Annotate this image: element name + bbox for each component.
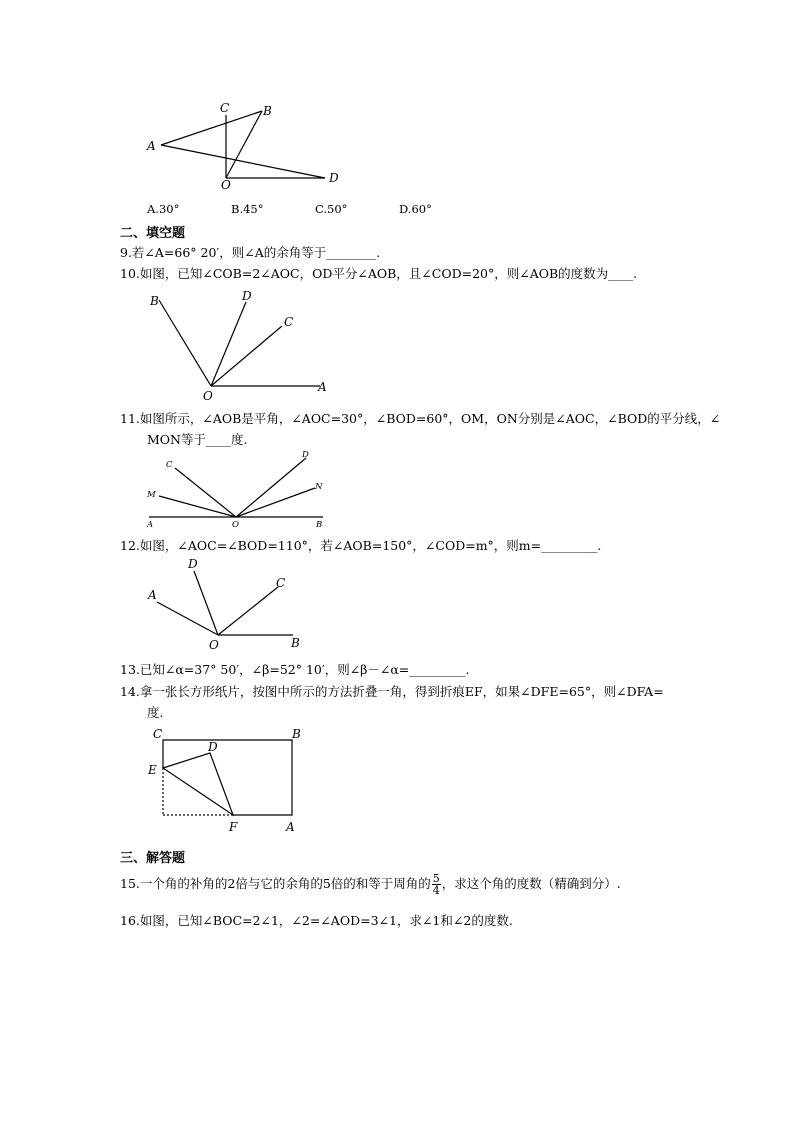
- figure-q11: [145, 446, 335, 531]
- label-o: O: [221, 178, 231, 192]
- question-11-line-1: 11.如图所示，∠AOB是平角，∠AOC=30°，∠BOD=60°，OM，ON分别是∠AOC，∠BOD的平分线，∠: [120, 411, 721, 426]
- question-10: 10.如图，已知∠COB=2∠AOC，OD平分∠AOB，且∠COD=20°，则∠AOB的度数为____.: [120, 266, 638, 281]
- label-b: B: [292, 727, 301, 741]
- label-o: O: [209, 638, 219, 652]
- question-15: [120, 868, 621, 900]
- label-c: C: [276, 576, 286, 590]
- question-15-text: 15.一个角的补角的2倍与它的余角的5倍的和等于周角的: [120, 876, 431, 891]
- choice-a[interactable]: A.30°: [147, 202, 180, 216]
- label-d: D: [329, 171, 339, 185]
- label-d: D: [188, 557, 198, 571]
- label-d: D: [302, 450, 309, 460]
- figure-q14: [145, 724, 315, 839]
- figure-q10: [145, 286, 345, 404]
- question-14-line-1: 14.拿一张长方形纸片，按图中所示的方法折叠一角，得到折痕EF，如果∠DFE=65°，则∠DFA=: [120, 684, 664, 699]
- question-15-text-end: ，求这个角的度数（精确到分）.: [441, 876, 621, 891]
- label-c: C: [284, 315, 294, 329]
- label-d: D: [242, 289, 252, 303]
- label-e: E: [148, 763, 157, 777]
- label-n: N: [315, 482, 323, 492]
- figure-q12: [145, 554, 315, 654]
- choice-b[interactable]: B.45°: [231, 202, 264, 216]
- label-c: C: [153, 727, 163, 741]
- choice-d[interactable]: D.60°: [399, 202, 432, 216]
- label-a: A: [318, 380, 327, 394]
- choice-c[interactable]: C.50°: [315, 202, 348, 216]
- label-d: D: [208, 740, 218, 754]
- label-b: B: [291, 636, 300, 650]
- question-13: 13.已知∠α=37° 50′，∠β=52° 10′，则∠β－∠α=_________.: [120, 662, 470, 677]
- label-c: C: [166, 460, 173, 470]
- fraction-numerator: 5: [432, 872, 440, 885]
- question-9: 9.若∠A=66° 20′，则∠A的余角等于________.: [120, 245, 381, 260]
- label-o: O: [232, 520, 239, 530]
- figure-q8: [140, 98, 360, 193]
- label-c: C: [220, 101, 230, 115]
- question-14-line-2: 度.: [147, 705, 164, 720]
- fraction-5-4: [432, 873, 441, 896]
- label-f: F: [229, 820, 238, 834]
- label-m: M: [147, 490, 156, 500]
- question-11-line-2: MON等于____度.: [147, 432, 248, 447]
- section-answer: 三、解答题: [120, 851, 186, 866]
- question-16: 16.如图，已知∠BOC=2∠1，∠2=∠AOD=3∠1，求∠1和∠2的度数.: [120, 913, 513, 928]
- question-12: 12.如图，∠AOC=∠BOD=110°，若∠AOB=150°，∠COD=m°，则m=_________.: [120, 538, 602, 553]
- label-a: A: [148, 588, 157, 602]
- section-fill-in: 二、填空题: [120, 226, 186, 241]
- fraction-denominator: 4: [432, 884, 440, 897]
- label-a: A: [147, 520, 154, 530]
- label-o: O: [203, 389, 213, 403]
- label-a: A: [147, 139, 156, 153]
- answer-choices: [147, 202, 483, 216]
- label-b: B: [263, 104, 272, 118]
- label-a: A: [286, 820, 295, 834]
- label-b: B: [316, 520, 323, 530]
- label-b: B: [150, 294, 159, 308]
